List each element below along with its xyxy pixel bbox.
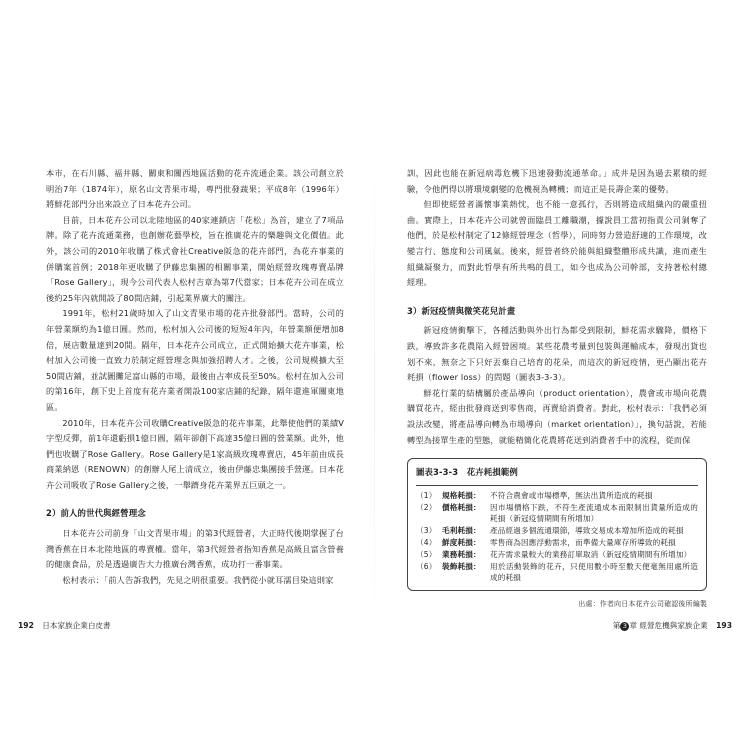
row-label: 裝飾耗損： (442, 561, 481, 571)
row-number: （3） (416, 525, 437, 535)
row-label: 毛利耗損： (442, 525, 481, 535)
right-footer (613, 620, 732, 631)
left-paragraph-3: 1991年，松村21歲時加入了山文青果市場的花卉批發部門。當時，公司的年營業額約為1億日圓。然而，松村加入公司後的短短4年內，年營業額便增加8倍，展店數量達到20間。隔年，日本花卉公司成立，正式開始擴大花卉事業，松村加入公司後一直致力於制定經營理念與加強招聘人才。之後，公司規模擴大至50間店鋪，並試圖攤足富山縣的市場，最後由占率成長至50%。松村在加入公司的第16年，創下史上首度有花卉業者開設100家店鋪的紀錄，隔年還進軍關東地區。 (46, 308, 344, 412)
left-footer (18, 620, 111, 631)
row-number: （4） (416, 537, 437, 547)
row-number: （1） (416, 490, 437, 500)
left-page-number: 192 (18, 621, 34, 630)
right-running-title: 經營危機與家族企業 (639, 621, 708, 630)
figure-row (416, 537, 698, 548)
row-label: 規格耗損： (442, 490, 481, 500)
figure-row (416, 525, 698, 536)
chapter-prefix: 第 (612, 621, 621, 630)
left-running-title: 日本家族企業白皮書 (42, 621, 111, 630)
row-number: （2） (416, 502, 437, 512)
section-3-paragraph-1: 新冠疫情衝擊下，各種活動與外出行為都受到限制，鮮花需求驟降，價格下跌，導致許多花農陷入經營困境。某些花農考量到包裝與運輸成本，發現出貨也划不來，無奈之下只好丟棄自己培育的花朵，而這次的新冠疫情，更凸顯出花卉耗損（flower loss）的問題（圖表3-3-3）。 (407, 325, 707, 383)
row-number: （5） (416, 549, 437, 559)
figure-row (416, 490, 698, 501)
figure-box (407, 458, 707, 591)
left-paragraph-1: 本市，在石川縣、福井縣、關東和關西地區活動的花卉流通企業。該公司創立於明治7年（1874年），原名山文青果市場，專門批發蔬果；平成8年（1996年）將鮮花部門分出來設立了日本花卉公司。 (46, 168, 344, 210)
row-description: 零售商為因應浮動需求，而準備大量庫存所導致的耗損 (490, 537, 676, 547)
figure-source: 出處：作者向日本花卉公司確認後所編製 (578, 599, 707, 608)
row-label: 價格耗損： (442, 502, 481, 512)
figure-row (416, 549, 698, 560)
section-3-paragraph-2: 鮮花行業的結構屬於產品導向（product orientation），農會或市場向花農購買花卉，經由批發商送到零售商，再賣給消費者。對此，松村表示：「我們必須設法改變，將產品導向轉為市場導向（market orientation）」，換句話說，若能轉型為接單生產的型態，就能精簡化花農將花送到消費者手中的流程，從而保 (407, 387, 707, 445)
chapter-suffix: 章 (629, 621, 637, 630)
figure-row (416, 502, 698, 524)
row-label: 業務耗損： (442, 549, 481, 559)
row-description: 因市場價格下跌，不符生產流通成本而限制出貨量所造成的耗損（新冠疫情期間有所增加） (490, 502, 698, 523)
right-page-number: 193 (716, 621, 732, 630)
row-label: 鮮度耗損： (442, 537, 481, 547)
row-description: 用於活動裝飾的花卉，只使用數小時至數天便毫無用處所造成的耗損 (490, 561, 698, 582)
right-paragraph-1: 訓，因此也能在新冠病毒危機下迅速發動流通革命。」成井是因為過去累積的經驗，令他們得以將環境劇變的危機視為轉機；而這正是長壽企業的優勢。 (407, 168, 707, 194)
section-2-paragraph-2: 松村表示：「前人告訴我們，先見之明很重要。我們從小就耳濡目染這則家 (62, 574, 334, 585)
section-3-heading: 3）新冠疫情與微笑花兒計畫 (407, 305, 516, 316)
left-paragraph-4: 2010年，日本花卉公司收購Creative阪急的花卉事業，此舉使他們的業績V字型反彈，前1年還虧損1億日圓，隔年卻創下高達35億日圓的營業額。此外，他們也收購了Rose Gallery。Rose Gallery是1家高級玫瑰專賣店，45年前由成長商業納恩（RENOWN）的創辦人尾上清成立，後由伊藤忠集團接手營運。日本花卉公司吸收了Rose Gallery之後，一舉躋身花卉業界五巨頭之一。 (46, 417, 344, 490)
row-description: 不符合農會或市場標準，無法出貨所造成的耗損 (490, 490, 653, 500)
chapter-number-badge: 3 (620, 622, 629, 631)
left-paragraph-2: 目前，日本花卉公司以北陸地區的40家連鎖店「花松」為首，建立了7項品牌。除了花卉流通業務，也創辦花藝學校，旨在推廣花卉的樂趣與文化價值。此外，該公司的2010年收購了株式會社Creative阪急的花卉部門，為花卉事業的併購案首例；2018年更收購了伊藤忠集團的相關事業，開始經營玫瑰專賣品牌「Rose Gallery」，現今公司代表人松村吉章為第7代當家；日本花卉公司在成立後約25年內就開設了80間店鋪，引起業界廣大的關注。 (46, 214, 344, 303)
figure-title: 圖表3-3-3 花卉耗損範例 (416, 465, 698, 486)
figure-row (416, 561, 698, 583)
row-description: 花卉需求量較大的業務訂單取消（新冠疫情期間有所增加） (490, 549, 692, 559)
right-paragraph-2: 但即使經營者滿懷事業熱忱，也不能一意孤行，否則將造成組織內的嚴重扭曲。實際上，日本花卉公司就曾面臨員工離職潮，據說員工當初指責公司剝奪了他們，於是松村制定了12條經營理念（哲學），同時努力營造舒適的工作環境，改變言行、態度和公司風氣。後來，經營者終於能與組織整體形成共識，進而產生組織凝聚力，而對此哲學有所共鳴的員工，如今也成為公司幹部，支持著松村總經理。 (407, 199, 707, 288)
section-2-heading: 2）前人的世代與經營理念 (46, 508, 146, 519)
right-text-column (407, 166, 707, 612)
row-description: 產品經過多個流通環節，導致交易成本增加所造成的耗損 (490, 525, 684, 535)
row-number: （6） (416, 561, 437, 571)
left-text-column (46, 166, 344, 588)
right-page (375, 0, 750, 750)
section-2-paragraph-1: 日本花卉公司前身「山文青果市場」的第3代經營者，大正時代後期掌握了台灣香蕉在日本北陸地區的專賣權。當年，第3代經營者指知香蕉是高級且富含營養的健康食品，於是透過廣告大力推廣台灣香蕉，成功打一番事業。 (46, 528, 344, 570)
